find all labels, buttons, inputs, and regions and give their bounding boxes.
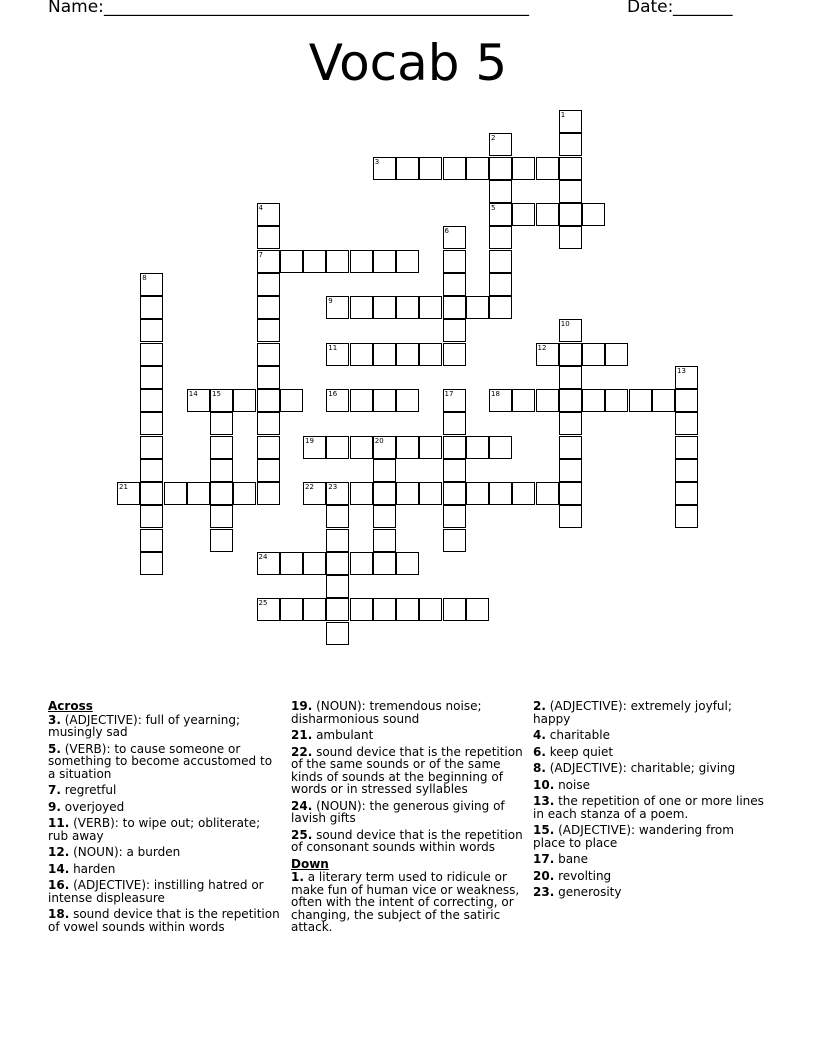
grid-cell[interactable]	[140, 412, 163, 435]
clue-num: 10.	[533, 777, 555, 792]
grid-cell[interactable]	[140, 459, 163, 482]
grid-cell[interactable]	[257, 482, 280, 505]
grid-cell[interactable]	[605, 343, 628, 366]
grid-cell[interactable]	[257, 366, 280, 389]
grid-cell[interactable]	[140, 343, 163, 366]
grid-cell[interactable]	[140, 505, 163, 528]
grid-cell[interactable]	[373, 296, 396, 319]
clue-text: (NOUN): a burden	[69, 845, 181, 859]
clue-number: 19	[305, 436, 314, 445]
down-clue	[533, 886, 765, 899]
grid-cell[interactable]	[443, 273, 466, 296]
clue-text: (ADJECTIVE): full of yearning; musingly sad	[48, 712, 241, 739]
across-clue	[291, 829, 523, 854]
grid-cell[interactable]	[629, 389, 652, 412]
clue-number: 22	[305, 483, 314, 491]
clue-num: 3.	[48, 712, 61, 727]
grid-cell[interactable]	[326, 436, 349, 459]
grid-cell[interactable]	[419, 296, 442, 319]
clue-text: (VERB): to wipe out; obliterate; rub away	[48, 816, 261, 843]
grid-cell[interactable]	[257, 203, 280, 226]
across-clue	[48, 784, 280, 797]
grid-cell[interactable]	[489, 157, 512, 180]
grid-cell[interactable]	[257, 389, 280, 412]
grid-cell[interactable]	[326, 296, 349, 319]
grid-cell[interactable]	[675, 505, 698, 528]
grid-cell[interactable]	[350, 296, 373, 319]
grid-cell[interactable]	[419, 436, 442, 459]
date-label: Date:	[627, 0, 674, 17]
across-clue	[48, 743, 280, 781]
grid-cell[interactable]	[489, 180, 512, 203]
clue-number: 16	[328, 390, 338, 398]
clue-number: 24	[258, 552, 268, 561]
clue-num: 9.	[48, 799, 61, 814]
name-label: Name:	[48, 0, 104, 17]
grid-cell[interactable]	[419, 482, 442, 505]
grid-cell[interactable]	[489, 203, 512, 226]
clue-text: regretful	[60, 783, 117, 797]
clue-text: sound device that is the repetition of consonant sounds within words	[291, 827, 523, 854]
clue-number: 12	[537, 343, 547, 352]
grid-cell[interactable]	[210, 529, 233, 552]
grid-cell[interactable]	[326, 389, 349, 412]
clue-text: (ADJECTIVE): extremely joyful; happy	[533, 699, 732, 726]
grid-cell[interactable]	[303, 482, 326, 505]
grid-cell[interactable]	[675, 389, 698, 412]
grid-cell[interactable]	[396, 436, 419, 459]
grid-cell[interactable]	[582, 343, 605, 366]
clues-column-3	[533, 700, 765, 903]
grid-cell[interactable]	[466, 482, 489, 505]
grid-cell[interactable]	[443, 343, 466, 366]
clue-text: overjoyed	[60, 799, 125, 814]
grid-cell[interactable]	[489, 133, 512, 156]
grid-cell[interactable]	[350, 389, 373, 412]
grid-cell[interactable]	[559, 412, 582, 435]
grid-cell[interactable]	[466, 296, 489, 319]
clue-num: 21.	[291, 728, 313, 742]
grid-cell[interactable]	[559, 343, 582, 366]
grid-cell[interactable]	[512, 482, 535, 505]
across-clue	[48, 879, 280, 904]
across-clue	[48, 908, 280, 933]
grid-cell[interactable]	[466, 157, 489, 180]
clue-num: 4.	[533, 728, 546, 742]
clue-number: 4	[258, 204, 263, 212]
clue-num: 16.	[48, 878, 70, 892]
grid-cell[interactable]	[350, 343, 373, 366]
grid-cell[interactable]	[396, 343, 419, 366]
clue-num: 5.	[48, 741, 61, 756]
grid-cell[interactable]	[443, 157, 466, 180]
across-clue	[48, 801, 280, 814]
grid-cell[interactable]	[489, 436, 512, 459]
page-title: Vocab 5	[308, 34, 508, 92]
down-clue	[533, 746, 765, 759]
grid-cell[interactable]	[373, 157, 396, 180]
grid-cell[interactable]	[443, 296, 466, 319]
down-clue	[533, 870, 765, 883]
grid-cell[interactable]	[605, 389, 628, 412]
grid-cell[interactable]	[257, 296, 280, 319]
clue-num: 13.	[533, 794, 555, 808]
clue-num: 8.	[533, 761, 546, 775]
grid-cell[interactable]	[350, 250, 373, 273]
grid-cell[interactable]	[210, 412, 233, 435]
clue-text: revolting	[554, 868, 612, 883]
grid-cell[interactable]	[582, 203, 605, 226]
grid-cell[interactable]	[675, 436, 698, 459]
clue-number: 21	[119, 483, 128, 491]
grid-cell[interactable]	[396, 598, 419, 621]
clue-number: 6	[444, 227, 449, 236]
down-heading: Down	[291, 856, 329, 871]
grid-cell[interactable]	[140, 552, 163, 575]
grid-cell[interactable]	[257, 412, 280, 435]
grid-cell[interactable]	[373, 343, 396, 366]
clue-num: 12.	[48, 845, 70, 859]
grid-cell[interactable]	[280, 552, 303, 575]
grid-cell[interactable]	[396, 389, 419, 412]
grid-cell[interactable]	[396, 482, 419, 505]
grid-cell[interactable]	[350, 436, 373, 459]
grid-cell[interactable]	[559, 110, 582, 133]
grid-cell[interactable]	[443, 319, 466, 342]
clues-area	[0, 700, 816, 1040]
grid-cell[interactable]	[489, 389, 512, 412]
grid-cell[interactable]	[303, 552, 326, 575]
grid-cell[interactable]	[187, 389, 210, 412]
grid-cell[interactable]	[559, 482, 582, 505]
grid-cell[interactable]	[466, 598, 489, 621]
grid-cell[interactable]	[326, 505, 349, 528]
grid-cell[interactable]	[257, 552, 280, 575]
down-clue	[291, 871, 523, 934]
clue-num: 17.	[533, 852, 555, 866]
grid-cell[interactable]	[489, 273, 512, 296]
grid-cell[interactable]	[280, 389, 303, 412]
grid-cell[interactable]	[443, 436, 466, 459]
clue-text: keep quiet	[545, 744, 614, 759]
grid-cell[interactable]	[164, 482, 187, 505]
grid-cell[interactable]	[257, 226, 280, 249]
grid-cell[interactable]	[373, 459, 396, 482]
grid-cell[interactable]	[489, 296, 512, 319]
across-clue	[48, 846, 280, 859]
clue-num: 20.	[533, 868, 555, 883]
grid-cell[interactable]	[489, 482, 512, 505]
grid-cell[interactable]	[326, 598, 349, 621]
grid-cell[interactable]	[443, 459, 466, 482]
grid-cell[interactable]	[675, 412, 698, 435]
clue-num: 1.	[291, 870, 304, 884]
clue-number: 1	[560, 111, 566, 119]
down-clue	[533, 700, 765, 725]
grid-cell[interactable]	[233, 482, 256, 505]
grid-cell[interactable]	[466, 436, 489, 459]
down-clue	[533, 853, 765, 866]
grid-cell[interactable]	[559, 319, 582, 342]
grid-cell[interactable]	[559, 389, 582, 412]
grid-cell[interactable]	[210, 459, 233, 482]
clue-number: 13	[677, 366, 686, 375]
clue-number: 10	[560, 320, 570, 329]
grid-cell[interactable]	[582, 389, 605, 412]
grid-cell[interactable]	[559, 226, 582, 249]
grid-cell[interactable]	[373, 436, 396, 459]
grid-cell[interactable]	[373, 529, 396, 552]
grid-cell[interactable]	[559, 203, 582, 226]
clue-number: 20	[374, 436, 384, 445]
grid-cell[interactable]	[326, 529, 349, 552]
grid-cell[interactable]	[675, 482, 698, 505]
down-clue	[533, 795, 765, 820]
grid-cell[interactable]	[396, 157, 419, 180]
down-clue	[533, 762, 765, 775]
clue-num: 15.	[533, 823, 555, 837]
grid-cell[interactable]	[117, 482, 140, 505]
clue-number: 5	[491, 204, 496, 212]
down-clue	[533, 779, 765, 792]
grid-cell[interactable]	[512, 157, 535, 180]
clue-text: charitable	[545, 728, 610, 742]
grid-cell[interactable]	[675, 366, 698, 389]
grid-cell[interactable]	[443, 482, 466, 505]
grid-cell[interactable]	[559, 133, 582, 156]
grid-cell[interactable]	[326, 575, 349, 598]
grid-cell[interactable]	[140, 273, 163, 296]
grid-cell[interactable]	[350, 482, 373, 505]
clue-num: 25.	[291, 827, 313, 842]
clue-number: 23	[328, 483, 338, 491]
clue-number: 18	[491, 390, 500, 398]
clue-text: bane	[554, 852, 589, 866]
grid-cell[interactable]	[443, 529, 466, 552]
grid-cell[interactable]	[443, 250, 466, 273]
clue-number: 25	[258, 599, 268, 608]
grid-cell[interactable]	[559, 505, 582, 528]
across-clue	[291, 746, 523, 796]
clue-number: 11	[328, 343, 338, 352]
clue-number: 15	[212, 390, 221, 398]
clues-column-1	[48, 700, 280, 937]
across-clue	[48, 863, 280, 876]
grid-cell[interactable]	[326, 552, 349, 575]
grid-cell[interactable]	[419, 157, 442, 180]
across-heading: Across	[48, 699, 93, 713]
clue-num: 22.	[291, 744, 313, 759]
grid-cell[interactable]	[559, 366, 582, 389]
grid-cell[interactable]	[210, 436, 233, 459]
clues-column-2	[291, 700, 523, 938]
grid-cell[interactable]	[559, 180, 582, 203]
clue-number: 14	[188, 390, 198, 398]
grid-cell[interactable]	[257, 459, 280, 482]
clue-num: 7.	[48, 783, 61, 797]
grid-cell[interactable]	[373, 389, 396, 412]
grid-cell[interactable]	[536, 203, 559, 226]
clue-text: the repetition of one or more lines in each stanza of a poem.	[533, 794, 764, 821]
grid-cell[interactable]	[257, 436, 280, 459]
clue-text: (VERB): to cause someone or something to become accustomed to a situation	[48, 741, 273, 781]
grid-cell[interactable]	[559, 459, 582, 482]
grid-cell[interactable]	[443, 412, 466, 435]
clue-num: 24.	[291, 798, 313, 813]
across-clue	[291, 700, 523, 725]
grid-cell[interactable]	[326, 622, 349, 645]
down-clue	[533, 824, 765, 849]
grid-cell[interactable]	[257, 598, 280, 621]
clue-num: 19.	[291, 699, 313, 713]
grid-cell[interactable]	[303, 598, 326, 621]
grid-cell[interactable]	[536, 389, 559, 412]
grid-cell[interactable]	[326, 250, 349, 273]
across-clue	[48, 714, 280, 739]
clue-number: 2	[491, 134, 496, 143]
clue-text: sound device that is the repetition of the same sounds or of the same kinds of sounds at the beginning of words or in stressed syllables	[291, 744, 523, 796]
grid-cell[interactable]	[373, 552, 396, 575]
grid-cell[interactable]	[326, 482, 349, 505]
grid-cell[interactable]	[210, 389, 233, 412]
grid-cell[interactable]	[536, 482, 559, 505]
clue-text: ambulant	[312, 728, 374, 742]
grid-cell[interactable]	[373, 250, 396, 273]
across-clue	[291, 729, 523, 742]
clue-text: noise	[554, 777, 590, 792]
grid-cell[interactable]	[419, 343, 442, 366]
down-clue	[533, 729, 765, 742]
grid-cell[interactable]	[326, 343, 349, 366]
grid-cell[interactable]	[675, 459, 698, 482]
grid-cell[interactable]	[350, 598, 373, 621]
clue-num: 14.	[48, 861, 70, 876]
grid-cell[interactable]	[257, 273, 280, 296]
clue-text: sound device that is the repetition of vowel sounds within words	[48, 907, 280, 934]
grid-cell[interactable]	[350, 552, 373, 575]
grid-cell[interactable]	[489, 250, 512, 273]
grid-cell[interactable]	[536, 343, 559, 366]
clue-text: (NOUN): tremendous noise; disharmonious sound	[291, 699, 482, 726]
grid-cell[interactable]	[373, 598, 396, 621]
grid-cell[interactable]	[187, 482, 210, 505]
clue-num: 18.	[48, 907, 70, 921]
grid-cell[interactable]	[396, 250, 419, 273]
grid-cell[interactable]	[140, 366, 163, 389]
grid-cell[interactable]	[280, 250, 303, 273]
grid-cell[interactable]	[652, 389, 675, 412]
clue-number: 3	[374, 157, 380, 166]
clue-num: 11.	[48, 816, 70, 830]
grid-cell[interactable]	[443, 389, 466, 412]
grid-cell[interactable]	[373, 505, 396, 528]
grid-cell[interactable]	[303, 436, 326, 459]
across-clue	[48, 817, 280, 842]
grid-cell[interactable]	[512, 389, 535, 412]
clue-num: 2.	[533, 699, 546, 713]
grid-cell[interactable]	[443, 226, 466, 249]
grid-cell[interactable]	[512, 203, 535, 226]
grid-cell[interactable]	[536, 157, 559, 180]
clue-number: 7	[258, 250, 263, 259]
clue-text: (ADJECTIVE): charitable; giving	[545, 761, 736, 775]
grid-cell[interactable]	[140, 529, 163, 552]
name-line: __________________________________________________	[104, 0, 529, 17]
grid-cell[interactable]	[257, 250, 280, 273]
clue-text: (NOUN): the generous giving of lavish gifts	[291, 798, 505, 825]
grid-cell[interactable]	[233, 389, 256, 412]
clue-num: 23.	[533, 885, 555, 899]
grid-cell[interactable]	[559, 157, 582, 180]
grid-cell[interactable]	[303, 250, 326, 273]
clue-text: (ADJECTIVE): instilling hatred or intense displeasure	[48, 878, 264, 905]
clue-num: 6.	[533, 744, 546, 759]
clue-number: 17	[444, 390, 454, 398]
grid-cell[interactable]	[443, 598, 466, 621]
grid-cell[interactable]	[140, 296, 163, 319]
clue-number: 8	[142, 273, 147, 282]
grid-cell[interactable]	[443, 505, 466, 528]
grid-cell[interactable]	[210, 482, 233, 505]
grid-cell[interactable]	[396, 552, 419, 575]
grid-cell[interactable]	[280, 598, 303, 621]
grid-cell[interactable]	[140, 389, 163, 412]
grid-cell[interactable]	[373, 482, 396, 505]
across-clue	[291, 800, 523, 825]
date-line: _______	[673, 0, 733, 17]
clue-number: 9	[328, 297, 333, 305]
grid-cell[interactable]	[257, 343, 280, 366]
clue-text: harden	[69, 861, 116, 876]
clue-text: a literary term used to ridicule or make fun of human vice or weakness, often with the intent of correcting, or changing, the subject of the satiric attack.	[291, 870, 520, 934]
grid-cell[interactable]	[140, 436, 163, 459]
grid-cell[interactable]	[419, 598, 442, 621]
grid-cell[interactable]	[210, 505, 233, 528]
grid-cell[interactable]	[489, 226, 512, 249]
clue-text: generosity	[554, 885, 622, 899]
grid-cell[interactable]	[140, 482, 163, 505]
grid-cell[interactable]	[559, 436, 582, 459]
grid-cell[interactable]	[257, 319, 280, 342]
clue-text: (ADJECTIVE): wandering from place to place	[533, 823, 734, 850]
grid-cell[interactable]	[396, 296, 419, 319]
grid-cell[interactable]	[140, 319, 163, 342]
